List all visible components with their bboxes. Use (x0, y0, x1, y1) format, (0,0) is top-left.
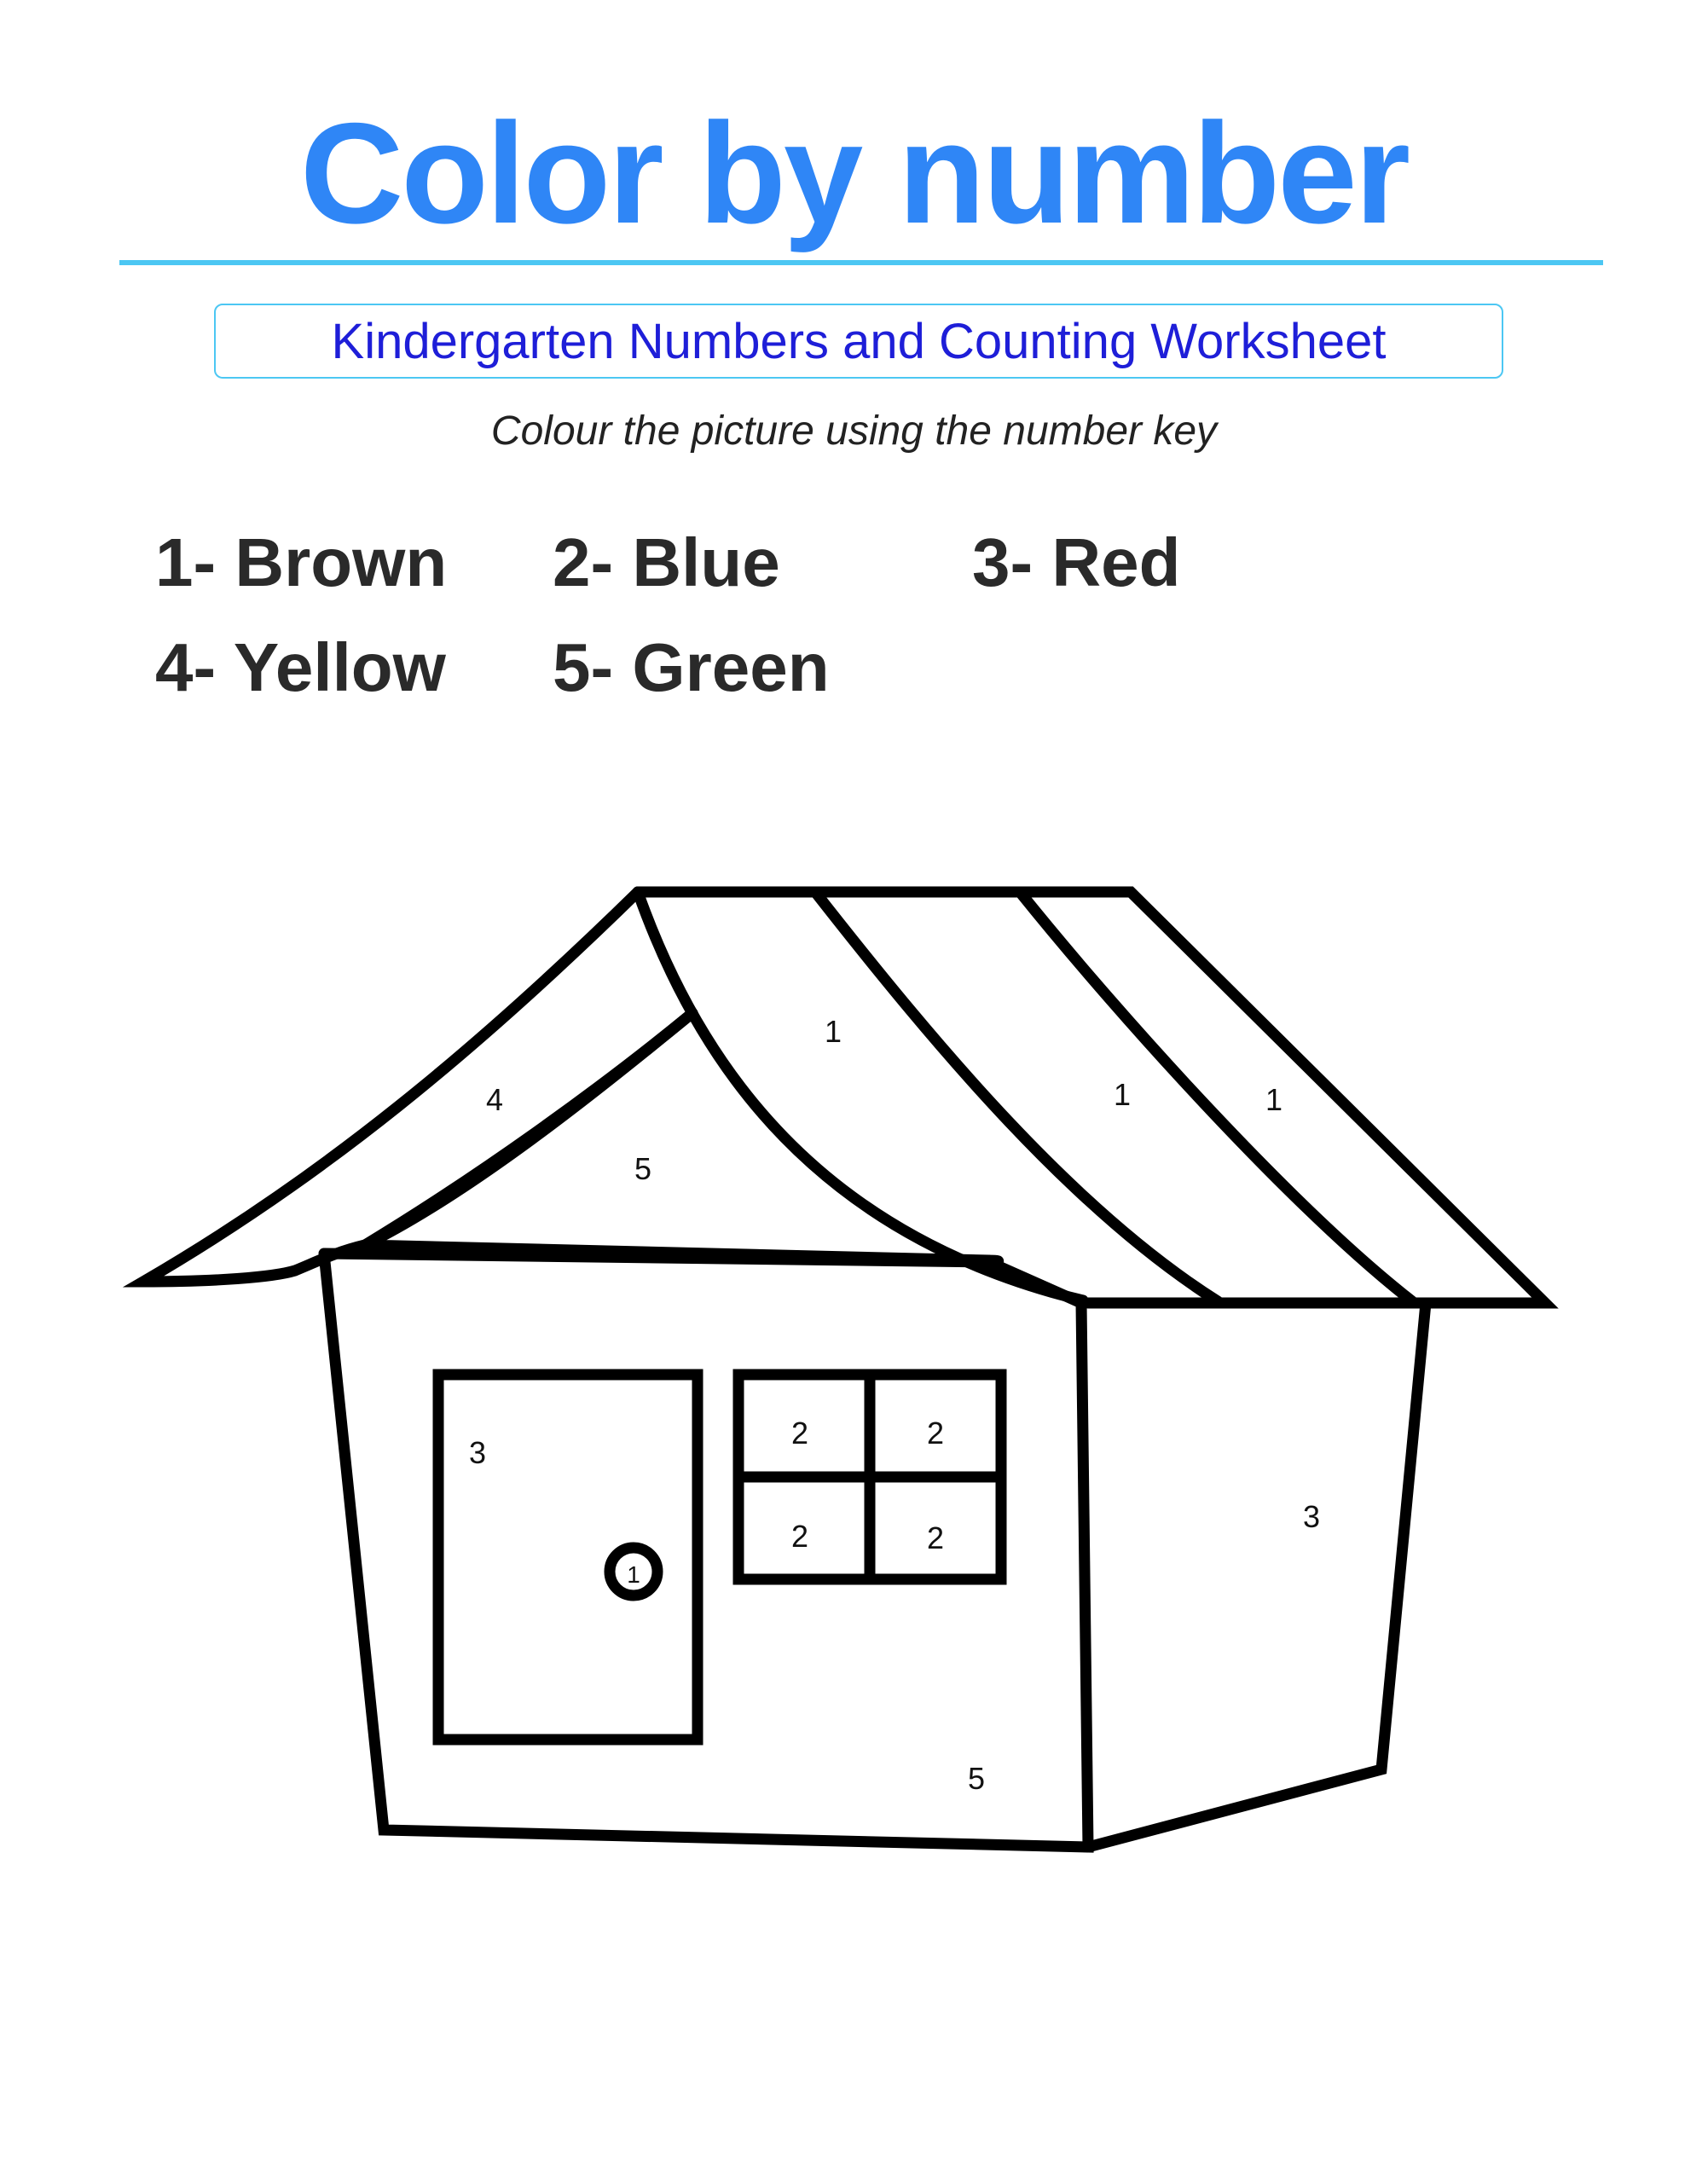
roof-stripe-line-1 (815, 892, 1218, 1301)
key-item-yellow: 4- Yellow (155, 629, 446, 705)
label-door: 3 (468, 1435, 487, 1470)
key-item-green: 5- Green (553, 629, 830, 705)
label-roof-stripe-left: 1 (824, 1014, 842, 1049)
label-front-wall: 5 (967, 1761, 986, 1796)
page-title: Color by number (299, 93, 1409, 253)
side-wall-outline (1088, 1303, 1426, 1847)
label-window-pane-bottom-left: 2 (790, 1519, 809, 1554)
label-side-wall: 3 (1302, 1499, 1321, 1534)
label-roof-stripe-right: 1 (1265, 1082, 1283, 1117)
label-roof-stripe-middle: 1 (1113, 1077, 1132, 1112)
subtitle: Kindergarten Numbers and Counting Worksheet (331, 313, 1387, 369)
key-item-brown: 1- Brown (155, 524, 448, 600)
label-window-pane-top-right: 2 (926, 1416, 945, 1451)
roof-main-panel (638, 892, 1545, 1303)
roof-left-panel (143, 892, 692, 1282)
instruction-text: Colour the picture using the number key (490, 408, 1218, 454)
key-item-red: 3- Red (972, 524, 1181, 600)
roof-stripe-line-2 (1020, 892, 1412, 1301)
label-window-pane-bottom-right: 2 (926, 1520, 945, 1555)
label-roof-left: 4 (485, 1082, 504, 1117)
label-window-pane-top-left: 2 (790, 1416, 809, 1451)
label-door-knob: 1 (627, 1561, 640, 1588)
key-item-blue: 2- Blue (553, 524, 780, 600)
label-gable: 5 (634, 1151, 652, 1186)
